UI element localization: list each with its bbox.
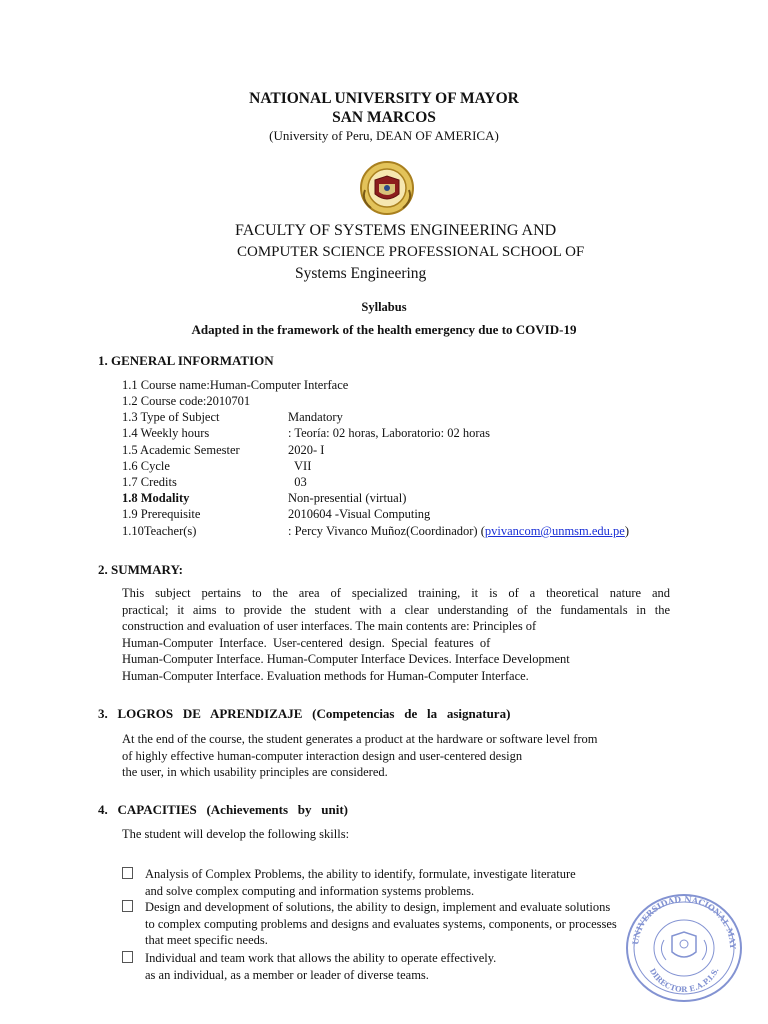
university-subtitle: (University of Peru, DEAN OF AMERICA) [269,128,499,143]
info-row-teacher: 1.10Teacher(s) : Percy Vivanco Muñoz(Coordinador) (pvivancom@unmsm.edu.pe) [122,524,630,538]
info-row-course-name: 1.1 Course name:Human-Computer Interface [122,378,349,392]
document-title: Syllabus [361,300,407,314]
university-name-line2: SAN MARCOS [332,109,436,126]
info-row-semester: 1.5 Academic Semester 2020- I [122,443,325,457]
section-1-heading: 1. GENERAL INFORMATION [98,353,274,368]
director-stamp-icon [624,892,744,1004]
faculty-line3: Systems Engineering [295,265,427,282]
university-name-line1: NATIONAL UNIVERSITY OF MAYOR [249,90,519,107]
section-3-heading: 3. LOGROS DE APRENDIZAJE (Competencias de la asignatura) [98,706,511,721]
checkbox-glyph-icon [122,867,133,879]
info-row-weekly-hours: 1.4 Weekly hours : Teoría: 02 horas, Laboratorio: 02 horas [122,426,490,440]
info-row-course-code: 1.2 Course code:2010701 [122,394,251,408]
checkbox-glyph-icon [122,951,133,963]
document-subtitle: Adapted in the framework of the health emergency due to COVID-19 [191,322,577,337]
list-item: Analysis of Complex Problems, the ability to identify, formulate, investigate literature and solve complex computing and information systems problems. [122,866,576,899]
svg-text:DIRECTOR E.A.P.I.S.: DIRECTOR E.A.P.I.S. [647,966,721,995]
info-row-credits: 1.7 Credits 03 [122,475,307,489]
info-row-subject-type: 1.3 Type of Subject Mandatory [122,410,343,424]
info-row-prerequisite: 1.9 Prerequisite 2010604 -Visual Computing [122,507,431,521]
summary-paragraph: This subject pertains to the area of specialized training, it is of a theoretical nature and practical; it aims to provide the student with a clear understanding of the fundamentals in the construction and evaluation of user interfaces. The main contents are: Principles of Human-Computer Interface. User-centered design. Special features of Human-Computer Interface. Human-Computer Interface Devices. Interface Development Human-Computer Interface. Evaluation methods for Human-Computer Interface. [122,586,670,683]
learning-outcomes-paragraph: At the end of the course, the student generates a product at the hardware or software level from of highly effective human-computer interaction design and user-centered design the user, in which usability principles are considered. [122,732,598,779]
faculty-line1: FACULTY OF SYSTEMS ENGINEERING AND [235,222,557,239]
svg-text:UNIVERSIDAD NACIONAL MAYOR DE: UNIVERSIDAD NACIONAL MAY [630,893,739,950]
list-item: Design and development of solutions, the ability to design, implement and evaluate solutions to complex computing problems and designs and evaluates systems, components, or processes that meet specific needs. [122,899,617,949]
info-row-cycle: 1.6 Cycle VII [122,459,312,473]
section-2-heading: 2. SUMMARY: [98,562,184,577]
teacher-email-link[interactable]: pvivancom@unmsm.edu.pe [484,524,625,538]
info-row-modality: 1.8 Modality Non-presential (virtual) [122,491,407,505]
university-seal-icon [359,160,415,216]
checkbox-glyph-icon [122,900,133,912]
list-item: Individual and team work that allows the ability to operate effectively. as an individual, as a member or leader of diverse teams. [122,950,496,983]
section-4-heading: 4. CAPACITIES (Achievements by unit) [98,802,349,817]
faculty-line2: COMPUTER SCIENCE PROFESSIONAL SCHOOL OF [237,244,585,260]
capacities-intro: The student will develop the following skills: [122,827,350,841]
